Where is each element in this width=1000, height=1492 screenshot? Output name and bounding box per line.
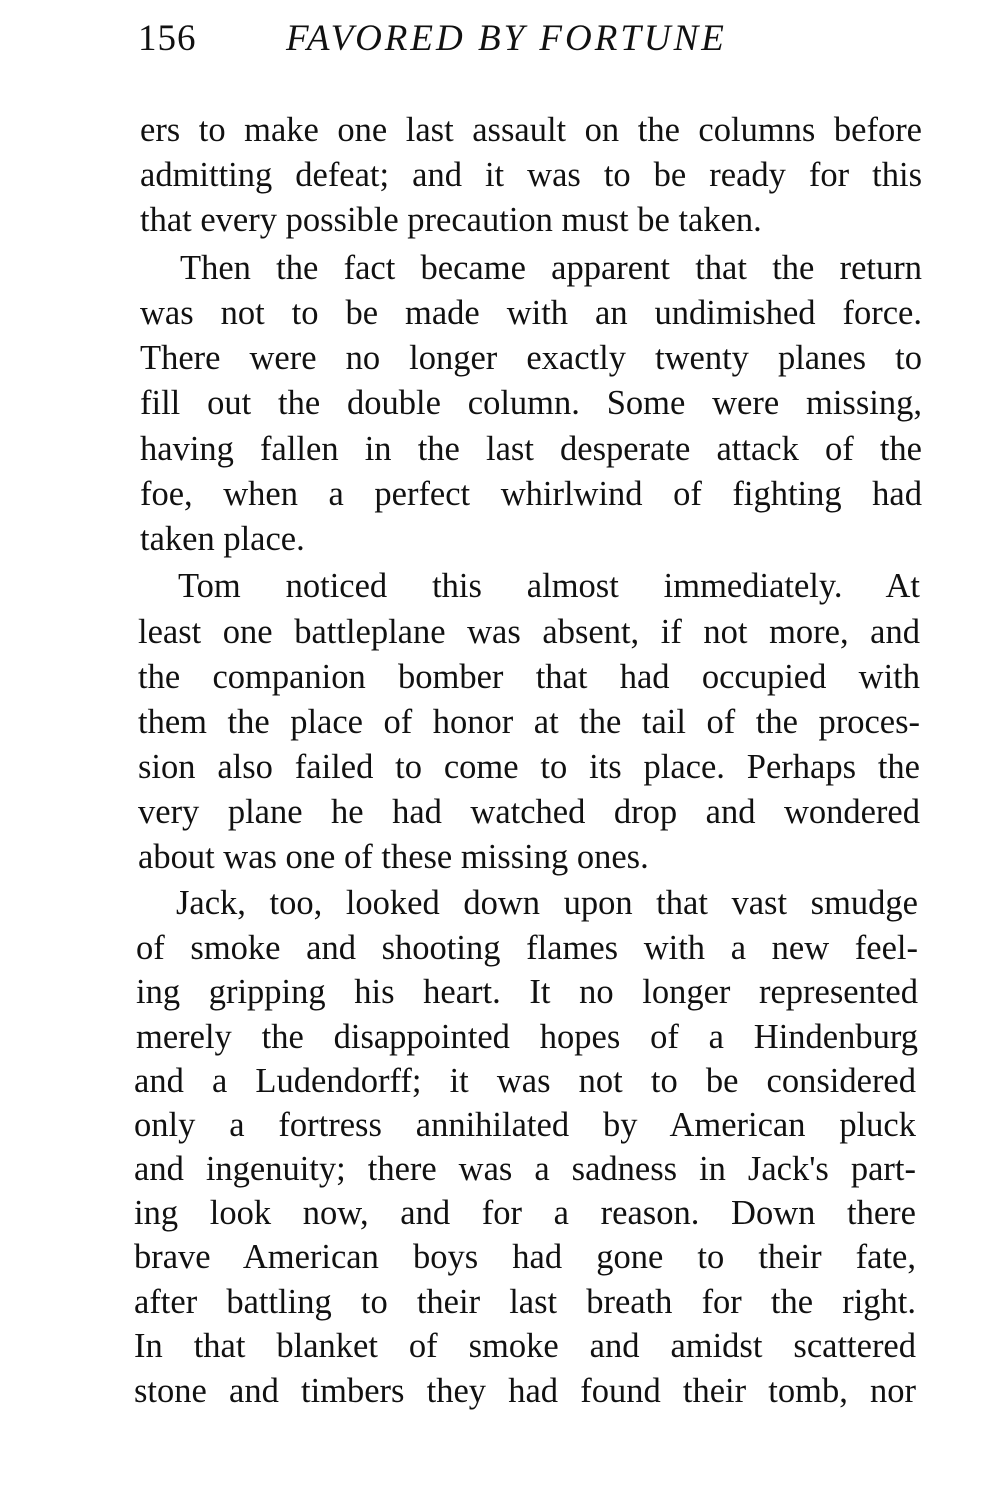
text-line: Jack, too, looked down upon that vast smudge (176, 884, 918, 922)
text-line: In that blanket of smoke and amidst scattered (134, 1327, 916, 1365)
text-line: and a Ludendorff; it was not to be considered (134, 1062, 916, 1100)
text-line: least one battleplane was absent, if not more, and (138, 613, 920, 651)
text-line: of smoke and shooting flames with a new feel- (136, 929, 918, 967)
text-line: There were no longer exactly twenty planes to (140, 339, 922, 377)
text-line: sion also failed to come to its place. Perhaps the (138, 748, 920, 786)
text-line: stone and timbers they had found their tomb, nor (134, 1372, 916, 1410)
text-line: brave American boys had gone to their fate, (134, 1238, 916, 1276)
text-line: fill out the double column. Some were missing, (140, 384, 922, 422)
text-line: after battling to their last breath for the right. (134, 1283, 916, 1321)
text-line: merely the disappointed hopes of a Hindenburg (136, 1018, 918, 1056)
text-line: was not to be made with an undimished force. (140, 294, 922, 332)
text-line: Tom noticed this almost immediately. At (178, 567, 920, 605)
text-line: about was one of these missing ones. (138, 838, 649, 876)
text-line: ing look now, and for a reason. Down there (134, 1194, 916, 1232)
book-title: FAVORED BY FORTUNE (286, 18, 727, 59)
text-line: taken place. (140, 520, 305, 558)
text-line: Then the fact became apparent that the return (180, 249, 922, 287)
text-line: the companion bomber that had occupied with (138, 658, 920, 696)
text-line: ing gripping his heart. It no longer represented (136, 973, 918, 1011)
text-line: foe, when a perfect whirlwind of fighting had (140, 475, 922, 513)
text-line: very plane he had watched drop and wondered (138, 793, 920, 831)
text-line: ers to make one last assault on the columns before (140, 111, 922, 149)
page-number: 156 (138, 18, 197, 59)
text-line: and ingenuity; there was a sadness in Jack's part- (134, 1150, 916, 1188)
text-line: only a fortress annihilated by American pluck (134, 1106, 916, 1144)
text-line: them the place of honor at the tail of the proces- (138, 703, 920, 741)
text-line: admitting defeat; and it was to be ready for this (140, 156, 922, 194)
text-line: having fallen in the last desperate attack of the (140, 430, 922, 468)
text-line: that every possible precaution must be taken. (140, 201, 762, 239)
